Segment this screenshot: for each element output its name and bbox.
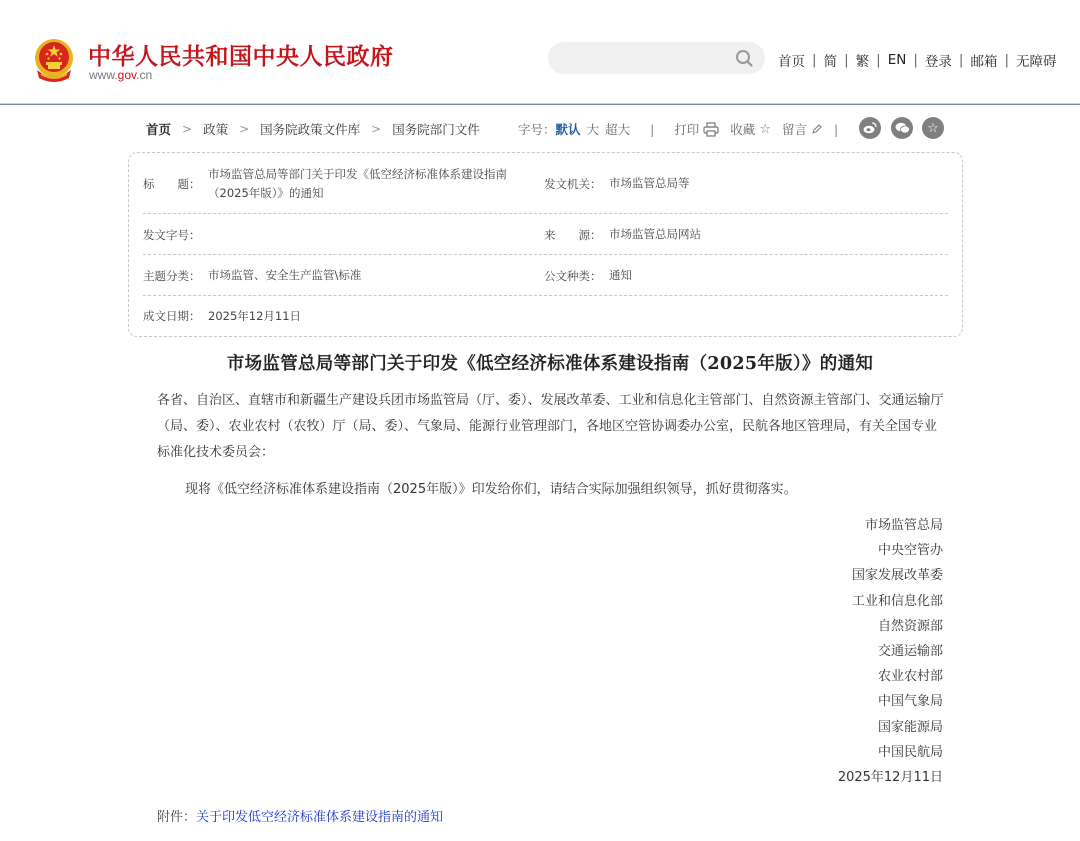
breadcrumb: [146, 120, 480, 138]
info-date-cell: [143, 296, 301, 336]
nav-home-link[interactable]: 首页: [778, 54, 805, 70]
document-info-box: [128, 152, 963, 337]
nav-separator: |: [844, 52, 849, 68]
wechat-icon: [895, 122, 910, 134]
info-title-value: 市场监管总局等部门关于印发《低空经济标准体系建设指南（2025年版）》的通知: [208, 166, 507, 200]
info-row: [143, 153, 948, 214]
nav-simplified-link[interactable]: 简: [823, 54, 838, 70]
info-source-value: 市场监管总局网站: [609, 227, 701, 241]
chevron-right-icon: >: [371, 122, 382, 136]
pencil-icon: [811, 124, 822, 135]
comment-label: 留言: [781, 122, 807, 137]
toolbar-separator: |: [833, 121, 839, 137]
nav-separator: |: [1004, 52, 1010, 68]
info-topic-cell: [143, 255, 361, 296]
toolbar-separator: |: [650, 121, 655, 137]
article-body: 现将《低空经济标准体系建设指南（2025年版）》印发给你们，请结合实际加强组织领导，抓好贯彻落实。: [185, 482, 797, 497]
site-header: [0, 0, 1080, 104]
info-row: [143, 214, 948, 255]
printer-icon: [703, 122, 719, 137]
nav-english-link[interactable]: EN: [887, 52, 907, 68]
favorite-star-icon: ☆: [927, 120, 939, 136]
search-input[interactable]: [562, 48, 722, 68]
signatory: 自然资源部: [877, 618, 943, 634]
share-wechat-button[interactable]: [891, 117, 913, 139]
info-issuer-label: 发文机关：: [544, 176, 602, 191]
font-size-xlarge[interactable]: 超大: [605, 122, 631, 137]
comment-button[interactable]: [782, 120, 822, 138]
favorite-label: 收藏: [730, 122, 756, 137]
attachment-label: 附件：: [157, 810, 197, 825]
info-topic-label: 主题分类：: [143, 268, 201, 283]
nav-accessibility-link[interactable]: 无障碍: [1016, 54, 1057, 70]
share-favorite-button[interactable]: [922, 117, 944, 139]
print-label: 打印: [674, 122, 700, 137]
breadcrumb-home[interactable]: 首页: [146, 122, 172, 137]
font-size-label: 字号：: [518, 122, 556, 137]
star-outline-icon: ☆: [759, 121, 771, 137]
font-size-large[interactable]: 大: [586, 122, 600, 137]
chevron-right-icon: >: [182, 122, 193, 136]
site-url-brand: gov: [117, 68, 137, 82]
sign-date: 2025年12月11日: [837, 770, 943, 786]
info-title-label: 标 题：: [143, 176, 201, 191]
info-date-label: 成文日期：: [143, 309, 201, 323]
signatory: 中央空管办: [877, 543, 943, 559]
site-title[interactable]: 中华人民共和国中央人民政府: [88, 44, 394, 70]
signatory: 农业农村部: [877, 669, 943, 685]
info-row: [143, 255, 948, 296]
search-box: [548, 42, 765, 74]
nav-separator: |: [958, 52, 964, 68]
attachment: [157, 806, 443, 825]
info-docnum-label: 发文字号：: [143, 227, 201, 242]
article-title: 市场监管总局等部门关于印发《低空经济标准体系建设指南（2025年版）》的通知: [226, 354, 874, 374]
chevron-right-icon: >: [239, 122, 250, 136]
signatory-list: [838, 513, 943, 790]
signatory: 国家能源局: [877, 719, 943, 735]
signatory: 中国民航局: [877, 744, 943, 760]
nav-login-link[interactable]: 登录: [924, 54, 952, 70]
favorite-button[interactable]: [730, 120, 771, 138]
info-doctype-value: 通知: [609, 268, 632, 282]
info-issuer-value: 市场监管总局等: [609, 176, 690, 190]
nav-separator: |: [812, 52, 817, 68]
info-doctype-label: 公文种类：: [544, 268, 602, 283]
article-toolbar: [518, 120, 838, 138]
info-topic-value: 市场监管、安全生产监管\标准: [208, 268, 362, 282]
header-divider: [0, 103, 1080, 105]
site-url-prefix: www.: [89, 68, 118, 82]
info-docnum-cell: [143, 214, 208, 255]
info-source-label: 来 源：: [544, 227, 602, 242]
top-nav: [778, 50, 1057, 70]
info-source-cell: [544, 214, 701, 255]
share-weibo-button[interactable]: [859, 117, 881, 139]
signatory: 中国气象局: [877, 694, 943, 710]
nav-mail-link[interactable]: 邮箱: [970, 54, 998, 70]
breadcrumb-policy[interactable]: 政策: [203, 122, 229, 137]
info-issuer-cell: [544, 153, 690, 214]
nav-traditional-link[interactable]: 繁: [855, 54, 870, 70]
signatory: 交通运输部: [877, 644, 943, 660]
national-emblem-icon[interactable]: [33, 38, 75, 83]
site-url: [89, 68, 152, 82]
nav-separator: |: [913, 52, 918, 68]
signatory: 市场监管总局: [864, 518, 943, 533]
site-url-suffix: .cn: [136, 68, 153, 82]
search-icon[interactable]: [735, 49, 753, 67]
signatory: 工业和信息化部: [851, 593, 943, 609]
print-button[interactable]: [674, 120, 719, 138]
info-doctype-cell: [544, 255, 632, 296]
attachment-link[interactable]: 关于印发低空经济标准体系建设指南的通知: [196, 810, 444, 825]
info-date-value: 2025年12月11日: [208, 308, 302, 323]
weibo-icon: [863, 122, 877, 134]
signatory: 国家发展改革委: [851, 568, 943, 584]
nav-separator: |: [876, 52, 881, 68]
breadcrumb-policy-library[interactable]: 国务院政策文件库: [260, 122, 361, 137]
font-size-default[interactable]: 默认: [555, 122, 581, 137]
article-addressees: 各省、自治区、直辖市和新疆生产建设兵团市场监管局（厅、委）、发展改革委、工业和信息化主管部门、自然资源主管部门、交通运输厅（局、委）、农业农村（农牧）厅（局、委）、气象局、能源行业管理部门，各地区空管协调委办公室，民航各地区管理局，有关全国专业标准化技术委员会：: [157, 393, 944, 460]
breadcrumb-department-docs[interactable]: 国务院部门文件: [392, 122, 480, 137]
info-title-cell: [143, 153, 543, 214]
